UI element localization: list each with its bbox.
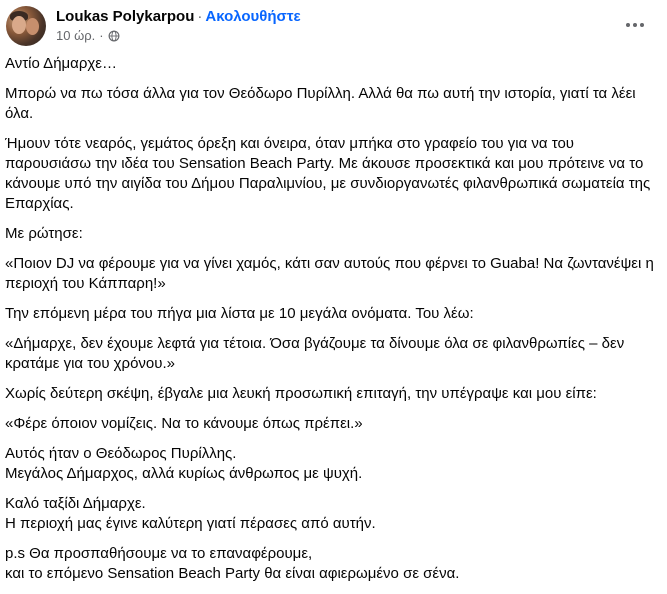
author-name[interactable]: Loukas Polykarpou [56,8,195,25]
post-paragraph: Καλό ταξίδι Δήμαρχε. [5,495,146,512]
more-options-icon[interactable] [621,15,649,35]
author-line [56,8,301,26]
post-paragraph: Μεγάλος Δήμαρχος, αλλά κυρίως άνθρωπος με ψυχή. [5,465,363,482]
author-avatar[interactable] [6,6,46,46]
post-meta [56,28,120,44]
post-paragraph: και το επόμενο Sensation Beach Party θα είναι αφιερωμένο σε σένα. [5,565,460,582]
post-paragraph: Η περιοχή μας έγινε καλύτερη γιατί πέρασες από αυτήν. [5,515,376,532]
meta-separator: · [99,28,104,43]
name-separator: · [197,8,203,25]
post-paragraph: Αυτός ήταν ο Θεόδωρος Πυρίλλης. [5,445,237,462]
post-paragraph: Την επόμενη μέρα του πήγα μια λίστα με 10 μεγάλα ονόματα. Του λέω: [5,305,474,322]
post-timestamp[interactable]: 10 ώρ. [56,28,96,43]
post-header [6,5,661,45]
post-body [5,54,661,594]
post-paragraph: «Δήμαρχε, δεν έχουμε λεφτά για τέτοια. Όσα βγάζουμε τα δίνουμε όλα σε φιλανθρωπίες – δεν κρατάμε για του χρόνου.» [5,335,625,372]
globe-icon[interactable] [108,30,120,42]
post-paragraph: Αντίο Δήμαρχε… [5,55,117,72]
follow-button[interactable]: Ακολουθήστε [205,8,301,25]
post-paragraph: Μπορώ να πω τόσα άλλα για τον Θεόδωρο Πυρίλλη. Αλλά θα πω αυτή την ιστορία, γιατί τα λέει όλα. [5,85,636,122]
post-paragraph: Χωρίς δεύτερη σκέψη, έβγαλε μια λευκή προσωπική επιταγή, την υπέγραψε και μου είπε: [5,385,597,402]
post-paragraph: «Ποιον DJ να φέρουμε για να γίνει χαμός, κάτι σαν αυτούς που φέρνει το Guaba! Να ζωντανέψει η περιοχή του Κάππαρη!» [5,255,654,292]
post-paragraph: Ήμουν τότε νεαρός, γεμάτος όρεξη και όνειρα, όταν μπήκα στο γραφείο του για να του παρουσιάσω την ιδέα του Sensation Beach Party. Με άκουσε προσεκτικά και μου πρότεινε να το κάνουμε υπό την αιγίδα του Δήμου Παραλιμνίου, με συνδιοργανωτές φιλανθρωπικά σωματεία της Επαρχίας. [5,135,651,212]
post-paragraph: p.s Θα προσπαθήσουμε να το επαναφέρουμε, [5,545,313,562]
post-paragraph: «Φέρε όποιον νομίζεις. Να το κάνουμε όπως πρέπει.» [5,415,363,432]
post-paragraph: Με ρώτησε: [5,225,83,242]
